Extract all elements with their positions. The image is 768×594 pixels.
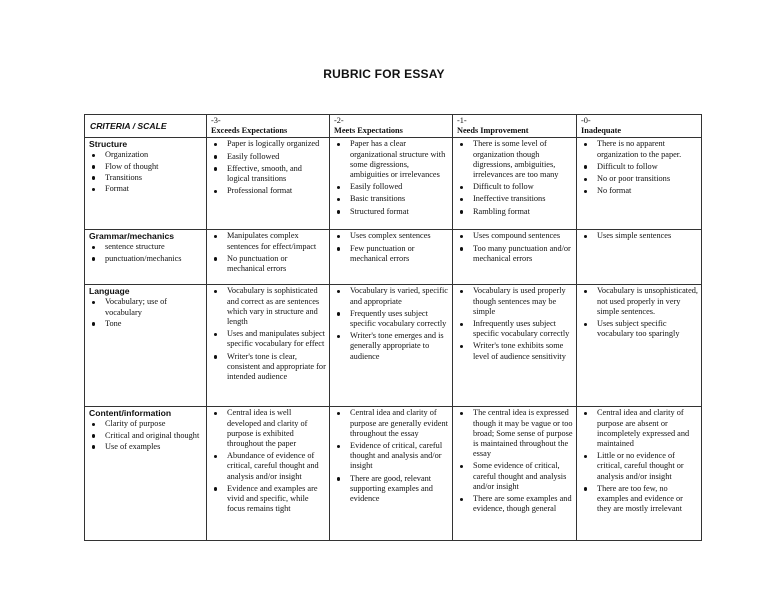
descriptor-item: Basic transitions	[334, 194, 449, 204]
descriptor-item: Rambling format	[457, 207, 573, 217]
descriptor-item: Evidence of critical, careful thought and analysis and/or insight	[334, 441, 449, 472]
rubric-table	[84, 114, 702, 541]
descriptor-item: No or poor transitions	[581, 174, 698, 184]
descriptor-item: There are some examples and evidence, though general	[457, 494, 573, 514]
score-cell-2	[330, 138, 453, 230]
descriptor-item: Uses compound sentences	[457, 231, 573, 241]
header-row	[85, 115, 702, 138]
descriptor-item: Professional format	[211, 186, 326, 196]
descriptor-item: Paper is logically organized	[211, 139, 326, 149]
criteria-item: Critical and original thought	[89, 431, 203, 441]
descriptor-item: Little or no evidence of critical, careful thought or analysis and/or insight	[581, 451, 698, 482]
descriptor-item: Uses complex sentences	[334, 231, 449, 241]
row-title: Grammar/mechanics	[89, 231, 175, 242]
descriptor-item: Uses simple sentences	[581, 231, 698, 241]
descriptor-item: Abundance of evidence of critical, careful thought and analysis and/or insight	[211, 451, 326, 482]
criteria-cell	[85, 285, 207, 407]
descriptor-item: Easily followed	[334, 182, 449, 192]
descriptor-item: Manipulates complex sentences for effect/impact	[211, 231, 326, 251]
descriptor-item: Difficult to follow	[581, 162, 698, 172]
descriptor-item: Ineffective transitions	[457, 194, 573, 204]
rubric-row-language	[85, 285, 702, 407]
criteria-item: punctuation/mechanics	[89, 254, 203, 264]
descriptor-item: No format	[581, 186, 698, 196]
descriptor-item: The central idea is expressed though it may be vague or too broad; Some sense of purpose is maintained throughout the essay	[457, 408, 573, 459]
criteria-item: Vocabulary; use of vocabulary	[89, 297, 203, 317]
descriptor-item: Effective, smooth, and logical transitions	[211, 164, 326, 184]
level-score: -1-	[457, 116, 467, 125]
rubric-row-content	[85, 407, 702, 541]
level-label: Needs Improvement	[457, 126, 529, 136]
level-header-3	[207, 115, 330, 138]
score-cell-2	[330, 407, 453, 541]
level-header-0	[577, 115, 702, 138]
descriptor-item: There are good, relevant supporting examples and evidence	[334, 474, 449, 505]
criteria-scale-header: CRITERIA / SCALE	[85, 115, 207, 138]
score-cell-1	[453, 407, 577, 541]
descriptor-item: Writer's tone exhibits some level of audience sensitivity	[457, 341, 573, 361]
criteria-cell	[85, 407, 207, 541]
descriptor-item: Vocabulary is varied, specific and appropriate	[334, 286, 449, 306]
descriptor-item: Vocabulary is used properly though sentences may be simple	[457, 286, 573, 317]
criteria-item: sentence structure	[89, 242, 203, 252]
score-cell-0	[577, 230, 702, 285]
row-title: Content/information	[89, 408, 172, 419]
descriptor-item: There is some level of organization though digressions, ambiguities, irrelevances are too many	[457, 139, 573, 180]
level-score: -3-	[211, 116, 221, 125]
score-cell-0	[577, 138, 702, 230]
criteria-item: Use of examples	[89, 442, 203, 452]
descriptor-item: There is no apparent organization to the paper.	[581, 139, 698, 159]
level-label: Meets Expectations	[334, 126, 403, 136]
score-cell-3	[207, 407, 330, 541]
descriptor-item: Uses and manipulates subject specific vocabulary for effect	[211, 329, 326, 349]
descriptor-item: Central idea is well developed and clarity of purpose is exhibited throughout the paper	[211, 408, 326, 449]
level-label: Inadequate	[581, 126, 622, 136]
descriptor-item: Some evidence of critical, careful thought and analysis and/or insight	[457, 461, 573, 492]
criteria-item: Transitions	[89, 173, 203, 183]
criteria-cell	[85, 138, 207, 230]
descriptor-item: Evidence and examples are vivid and specific, while focus remains tight	[211, 484, 326, 515]
criteria-item: Clarity of purpose	[89, 419, 203, 429]
descriptor-item: Uses subject specific vocabulary too sparingly	[581, 319, 698, 339]
score-cell-1	[453, 285, 577, 407]
descriptor-item: Paper has a clear organizational structure with some digressions, ambiguities or irrelevances	[334, 139, 449, 180]
descriptor-item: Difficult to follow	[457, 182, 573, 192]
score-cell-3	[207, 230, 330, 285]
level-score: -0-	[581, 116, 591, 125]
score-cell-0	[577, 285, 702, 407]
criteria-item: Format	[89, 184, 203, 194]
row-title: Structure	[89, 139, 128, 150]
descriptor-item: There are too few, no examples and evidence or they are mostly irrelevant	[581, 484, 698, 515]
descriptor-item: No punctuation or mechanical errors	[211, 254, 326, 274]
descriptor-item: Vocabulary is sophisticated and correct as are sentences which vary in structure and length	[211, 286, 326, 327]
score-cell-2	[330, 285, 453, 407]
descriptor-item: Writer's tone emerges and is generally appropriate to audience	[334, 331, 449, 362]
criteria-item: Tone	[89, 319, 203, 329]
descriptor-item: Central idea and clarity of purpose are absent or incompletely expressed and maintained	[581, 408, 698, 449]
descriptor-item: Frequently uses subject specific vocabulary correctly	[334, 309, 449, 329]
descriptor-item: Easily followed	[211, 152, 326, 162]
score-cell-1	[453, 138, 577, 230]
descriptor-item: Structured format	[334, 207, 449, 217]
descriptor-item: Central idea and clarity of purpose are generally evident throughout the essay	[334, 408, 449, 439]
score-cell-3	[207, 138, 330, 230]
level-label: Exceeds Expectations	[211, 126, 288, 136]
criteria-item: Organization	[89, 150, 203, 160]
descriptor-item: Few punctuation or mechanical errors	[334, 244, 449, 264]
score-cell-2	[330, 230, 453, 285]
level-header-2	[330, 115, 453, 138]
rubric-row-grammar	[85, 230, 702, 285]
row-title: Language	[89, 286, 130, 297]
page-title: RUBRIC FOR ESSAY	[323, 67, 445, 81]
rubric-row-structure	[85, 138, 702, 230]
descriptor-item: Too many punctuation and/or mechanical errors	[457, 244, 573, 264]
descriptor-item: Infrequently uses subject specific vocabulary correctly	[457, 319, 573, 339]
level-header-1	[453, 115, 577, 138]
score-cell-0	[577, 407, 702, 541]
criteria-cell	[85, 230, 207, 285]
score-cell-3	[207, 285, 330, 407]
descriptor-item: Writer's tone is clear, consistent and appropriate for intended audience	[211, 352, 326, 383]
descriptor-item: Vocabulary is unsophisticated, not used properly in very simple sentences.	[581, 286, 698, 317]
score-cell-1	[453, 230, 577, 285]
level-score: -2-	[334, 116, 344, 125]
criteria-item: Flow of thought	[89, 162, 203, 172]
